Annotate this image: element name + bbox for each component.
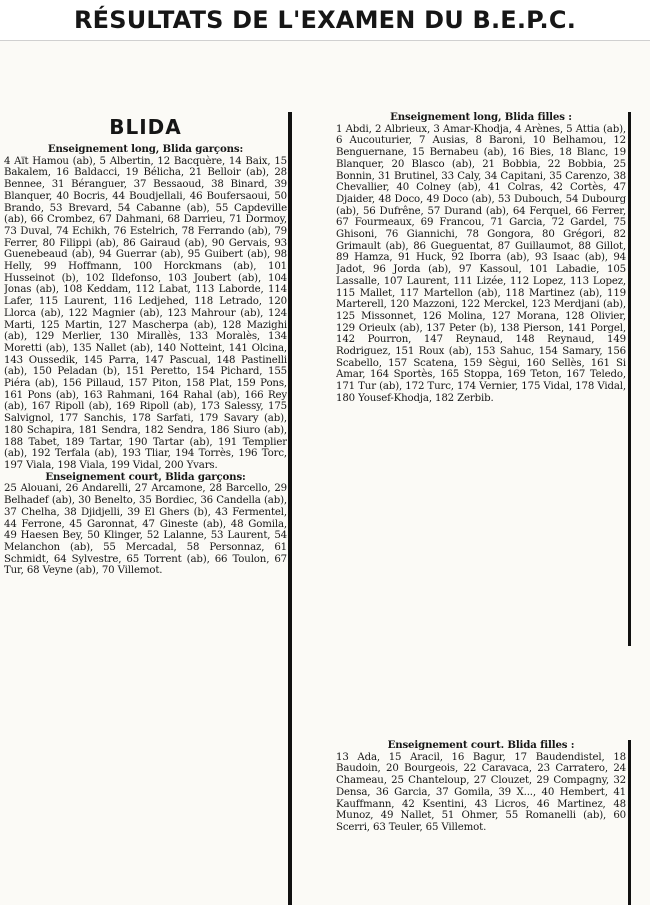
results-long-garcons: 4 Aït Hamou (ab), 5 Albertin, 12 Bacquère, 14 Baix, 15 Bakalem, 16 Baldacci, 19 Bélicha, 21 Belloir (ab), 28 Bennee, 31 Béranguer, 37 Bessaoud, 38 Binard, 39 Blanquer, 40 Bocris, 44 Boudjellali, 46 Boufersaoui, 50 Brando, 53 Brevard, 54 Cabanne (ab), 55 Capdeville (ab), 66 Crombez, 67 Dahmani, 68 Darrieu, 71 Dormoy, 73 Duval, 74 Echikh, 76 Estelrich, 78 Ferrando (ab), 79 Ferrer, 80 Filippi (ab), 86 Gairaud (ab), 90 Gervais, 93 Guenebeaud (ab), 94 Guerrar (ab), 95 Guibert (ab), 98 Helly, 99 Hoffmann, 100 Horckmans (ab), 101 Husseinot (b), 102 Ildefonso, 103 Joubert (ab), 104 Jonas (ab), 108 Keddam, 112 Labat, 113 Laborde, 114 Lafer, 115 Laurent, 116 Ledjehed, 118 Letrado, 120 Llorca (ab), 122 Magnier (ab), 123 Mahrour (ab), 124 Marti, 125 Martin, 127 Mascherpa (ab), 128 Mazighi (ab), 129 Merlier, 130 Mirallès, 133 Moralès, 134 Moretti (ab), 135 Nallet (ab), 140 Notteint, 141 Olcina, 143 Oussedik, 145 Parra, 147 Pascual, 148 Pastinelli (ab), 150 Peladan (b), 151 Peretto, 154 Pichard, 155 Piéra (ab), 156 Pillaud, 157 Piton, 158 Plat, 159 Pons, 161 Pons (ab), 163 Rahmani, 164 Rahal (ab), 166 Rey (ab), 167 Ripoll (ab), 169 Ripoll (ab), 173 Salessy, 175 Salvignol, 177 Sanchis, 178 Sarfati, 179 Savary (ab), 180 Schapira, 181 Sendra, 182 Sendra, 186 Siuro (ab), 188 Tabet, 189 Tartar, 190 Tartar (ab), 191 Templier (ab), 192 Terfala (ab), 193 Tliar, 194 Torrès, 196 Torc, 197 Viala, 198 Viala, 199 Vidal, 200 Yvars. (4, 155, 287, 471)
section-heading-long-garcons: Enseignement long, Blida garçons: (47, 143, 244, 155)
section-long-filles (336, 112, 626, 405)
results-long-filles: 1 Abdi, 2 Albrieux, 3 Amar-Khodja, 4 Arènes, 5 Attia (ab), 6 Aucouturier, 7 Ausias, 8 Baroni, 10 Belhamou, 12 Benguernane, 15 Bernabeu (ab), 16 Bies, 18 Blanc, 19 Blanquer, 20 Blasco (ab), 21 Bobbia, 22 Bobbia, 25 Bonnin, 31 Brutinel, 33 Caly, 34 Capitani, 35 Carenzo, 38 Chevallier, 40 Colney (ab), 41 Colras, 42 Cortès, 47 Djaider, 48 Doco, 49 Doco (ab), 53 Dubouch, 54 Dubourg (ab), 56 Dufrêne, 57 Durand (ab), 64 Ferquel, 66 Ferrer, 67 Fourmeaux, 69 Francou, 71 Garcia, 72 Gardel, 75 Ghisoni, 76 Giannichi, 78 Gongora, 80 Grégori, 82 Grimault (ab), 86 Gueguentat, 87 Guillaumot, 88 Gillot, 89 Hamza, 91 Huck, 92 Iborra (ab), 93 Isaac (ab), 94 Jadot, 96 Jorda (ab), 97 Kassoul, 101 Labadie, 105 Lassalle, 107 Laurent, 111 Lizée, 112 Lopez, 113 Lopez, 115 Mallet, 117 Martellon (ab), 118 Martinez (ab), 119 Marterell, 120 Mazzoni, 122 Merckel, 123 Merdjani (ab), 125 Missonnet, 126 Molina, 127 Morana, 128 Olivier, 129 Orieulx (ab), 137 Peter (b), 138 Pierson, 141 Porgel, 142 Pourron, 147 Reynaud, 148 Reynaud, 149 Rodriguez, 151 Roux (ab), 153 Sahuc, 154 Samary, 156 Scabello, 157 Scatena, 159 Sègui, 160 Sellès, 161 Si Amar, 164 Sportès, 165 Stoppa, 169 Teton, 167 Teledo, 171 Tur (ab), 172 Turc, 174 Vernier, 175 Vidal, 178 Vidal, 180 Yousef-Khodja, 182 Zerbib. (336, 123, 626, 404)
headline: RÉSULTATS DE L'EXAMEN DU B.E.P.C. (0, 0, 650, 41)
right-column-top (336, 112, 626, 646)
section-court-filles (336, 740, 626, 834)
city-heading: BLIDA (109, 115, 182, 139)
section-court-garcons (4, 472, 287, 577)
column-rule-right-top (628, 112, 631, 646)
column-rule-left (288, 112, 292, 905)
results-court-garcons: 25 Alouani, 26 Andarelli, 27 Arcamone, 28 Barcello, 29 Belhadef (ab), 30 Benelto, 35 Bordiec, 36 Candella (ab), 37 Chelha, 38 Djidjelli, 39 El Ghers (b), 43 Fermentel, 44 Ferrone, 45 Garonnat, 47 Gineste (ab), 48 Gomila, 49 Haesen Bey, 50 Klinger, 52 Lalanne, 53 Laurent, 54 Melanchon (ab), 55 Mercadal, 58 Personnaz, 61 Schmidt, 64 Sylvestre, 65 Torrent (ab), 66 Toulon, 67 Tur, 68 Veyne (ab), 70 Villemot. (4, 483, 287, 577)
column-rule-right-bottom (628, 740, 631, 905)
left-column (4, 112, 287, 905)
section-heading-long-filles: Enseignement long, Blida filles : (390, 112, 572, 123)
section-heading-court-filles: Enseignement court. Blida filles : (387, 740, 575, 751)
results-court-filles: 13 Ada, 15 Aracil, 16 Bagur, 17 Baudendistel, 18 Baudoin, 20 Bourgeois, 22 Caravaca, 23 Carratero, 24 Chameau, 25 Chanteloup, 27 Clouzet, 29 Compagny, 32 Densa, 36 Garcia, 37 Gomila, 39 X..., 40 Hembert, 41 Kauffmann, 42 Ksentini, 43 Licros, 46 Martinez, 48 Munoz, 49 Nallet, 51 Ohmer, 55 Romanelli (ab), 60 Scerri, 63 Teuler, 65 Villemot. (336, 751, 626, 833)
section-long-garcons (4, 144, 287, 472)
section-heading-court-garcons: Enseignement court, Blida garçons: (45, 470, 246, 483)
right-column-bottom (336, 740, 626, 905)
